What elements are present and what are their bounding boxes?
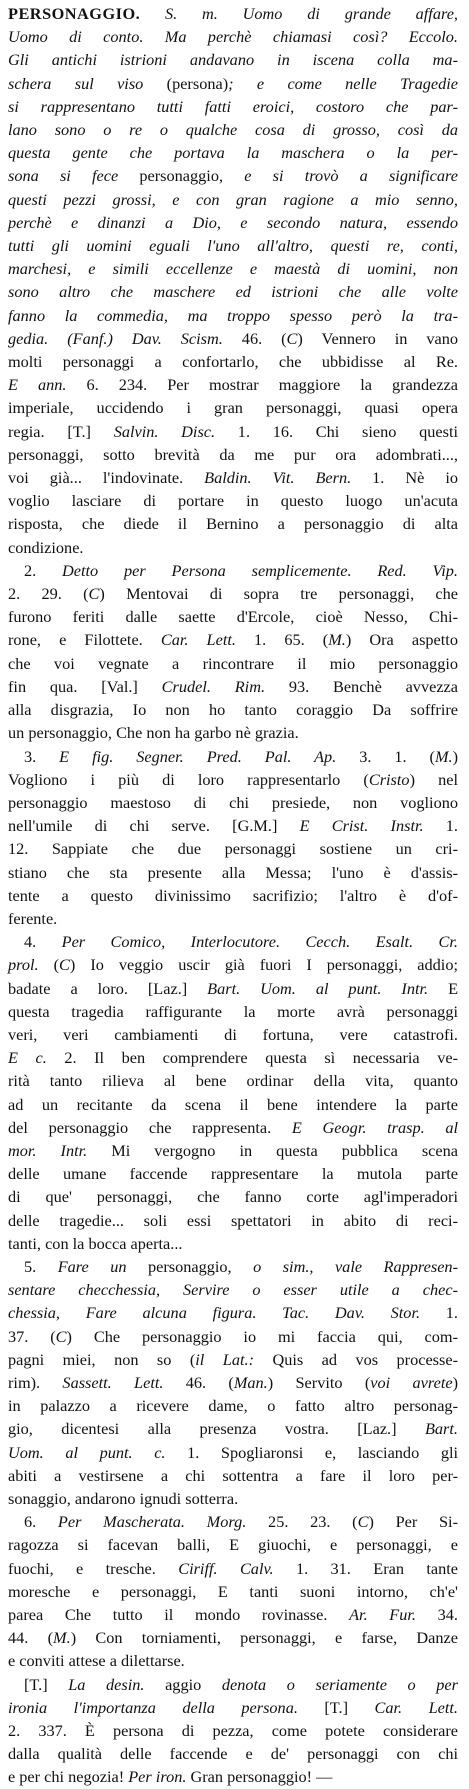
text-line: ferente. — [8, 908, 58, 928]
text-line: ragozza si facevan balli, E giuochi, e personaggi, e — [8, 1535, 458, 1555]
text-line: questa tragedia raffigurante la morte avrà personaggi — [8, 1001, 458, 1021]
text-line: fanno la commedia, ma troppo spesso però la tra- — [8, 305, 458, 325]
text-line: questa gente che portava la maschera o la per- — [8, 143, 458, 163]
text-line: [T.] La desin. aggio denota o seriamente o per — [24, 1674, 458, 1694]
text-line: schera sul viso (persona); e come nelle Tragedie — [8, 73, 458, 93]
text-line: questi pezzi grossi, e con gran ragione a mio senno, — [8, 189, 458, 209]
text-line: perchè e dinanzi a Dio, e secondo natura, essendo — [8, 212, 458, 232]
text-line: veri, veri cambiamenti di fortuna, vere catastrofi. — [8, 1024, 458, 1044]
text-line: in palazzo a ricevere dame, o fatto altro personag- — [8, 1396, 458, 1416]
text-line: ironia l'importanza della persona. [T.] Car. Lett. — [8, 1697, 458, 1717]
text-line: rone, e Filottete. Car. Lett. 1. 65. (M.) Ora aspetto — [8, 630, 458, 650]
text-line: Uomo di conto. Ma perchè chiamasi così? Eccolo. — [8, 27, 458, 47]
text-line: marchesi, e simili eccellenze e maestà di uomini, non — [8, 259, 458, 279]
text-line: e conviti attese a dilettarse. — [8, 1651, 185, 1671]
text-line: moresche e personaggi, E tanti suoni intorno, ch'e' — [8, 1581, 458, 1601]
text-line: gio, dicentesi alla presenza vostra. [Laz.] Bart. — [8, 1419, 458, 1439]
text-line: e per chi negozia! Per iron. Gran personaggio! — — [8, 1767, 333, 1787]
text-line: PERSONAGGIO. S. m. Uomo di grande affare, — [8, 4, 458, 23]
text-line: abiti a vestirsene a chi sottentra a fare il loro per- — [8, 1465, 458, 1485]
entry-paragraph-sense-3 — [8, 745, 458, 931]
text-line: E c. 2. Il ben comprendere questa sì necessaria ve- — [8, 1048, 458, 1068]
text-line: E ann. 6. 234. Per mostrar maggiore la grandezza — [8, 375, 458, 395]
text-line: nell'umile di chi serve. [G.M.] E Crist. Instr. 1. — [8, 816, 458, 836]
text-line: delle tragedie... soli essi spettatori in abito di reci- — [8, 1210, 458, 1230]
text-line: 6. Per Mascherata. Morg. 25. 23. (C) Per Si- — [24, 1512, 459, 1532]
text-line: Vogliono i più di loro rappresentarlo (Cristo) nel — [8, 769, 458, 789]
text-line: 2. Detto per Persona semplicemente. Red. Vip. — [24, 560, 458, 580]
text-line: molti personaggi a confortarlo, che ubbidisse al Re. — [8, 352, 458, 372]
dictionary-entry-personaggio — [8, 2, 458, 1789]
text-line: di que' personaggi, che fanno corte agl'imperadori — [8, 1187, 458, 1207]
entry-paragraph-note — [8, 1673, 458, 1789]
text-line: si rappresentano tutti fatti eroici, costoro che par- — [8, 96, 458, 116]
text-line: tutti gli uomini eguali l'uno all'altro, questi re, conti, — [8, 236, 458, 256]
text-line: stiano che sta presente alla Messa; l'uno è d'assis- — [8, 862, 458, 882]
text-line: personaggi, sotto brevità da me pur ora adombrati..., — [8, 444, 458, 464]
text-line: chessia, Fare alcuna figura. Tac. Dav. Stor. 1. — [8, 1303, 458, 1323]
text-line: delle umane faccende rappresentare la mutola parte — [8, 1164, 458, 1184]
text-line: sona si fece personaggio, e si trovò a significare — [8, 166, 459, 186]
text-line: furono feriti dalle saette d'Ercole, cioè Nesso, Chi- — [8, 607, 458, 627]
text-line: Gli antichi istrioni andavano in iscena colla ma- — [8, 50, 458, 70]
entry-paragraph-sense-4 — [8, 930, 458, 1255]
text-line: fuochi, e tresche. Ciriff. Calv. 1. 31. Eran tante — [8, 1558, 459, 1578]
text-line: risposta, che diede il Bernino a personaggio di alta — [8, 514, 458, 534]
text-line: gedia. (Fanf.) Dav. Scism. 46. (C) Vennero in vano — [8, 328, 458, 348]
text-line: prol. (C) Io veggio uscir già fuori I personaggi, addio; — [8, 955, 458, 975]
text-line: che voi vegnate a rincontrare il mio personaggio — [8, 653, 458, 673]
entry-paragraph-sense-5 — [8, 1255, 458, 1510]
text-line: tente a questo divinissimo sacrifizio; l'altro è d'of- — [8, 885, 458, 905]
text-line: rim). Sassett. Lett. 46. (Man.) Servito (voi avrete) — [8, 1372, 458, 1392]
text-line: 37. (C) Che personaggio io mi faccia qui, com- — [8, 1326, 459, 1346]
entry-paragraph-sense-2 — [8, 559, 458, 745]
text-line: condizione. — [8, 537, 84, 557]
entry-paragraph-sense-6 — [8, 1510, 458, 1672]
text-line: 2. 29. (C) Mentovai di sopra tre personaggi, che — [8, 584, 458, 604]
text-line: alla disgrazia, Io non ho tanto coraggio Da soffrire — [8, 700, 458, 720]
text-line: 44. (M.) Con torniamenti, personaggi, e farse, Danze — [8, 1628, 459, 1648]
entry-paragraph-intro — [8, 2, 458, 559]
text-line: 4. Per Comico, Interlocutore. Cecch. Esalt. Cr. — [24, 932, 459, 952]
text-line: un personaggio, Che non ha garbo nè grazia. — [8, 723, 299, 743]
text-line: 12. Sappiate che due personaggi sostiene un cri- — [8, 839, 458, 859]
text-line: voi già... l'indovinate. Baldin. Vit. Bern. 1. Nè io — [8, 468, 458, 488]
text-line: personaggio maestoso di chi presiede, non vogliono — [8, 792, 458, 812]
text-line: rità tanto rilieva al bene ordinar della vita, quanto — [8, 1071, 458, 1091]
text-line: pagni miei, non so (il Lat.: Quis ad vos processe- — [8, 1349, 458, 1369]
text-line: 5. Fare un personaggio, o sim., vale Rappresen- — [24, 1256, 458, 1276]
text-line: 3. E fig. Segner. Pred. Pal. Ap. 3. 1. (M.) — [24, 746, 459, 766]
text-line: imperiale, uccidendo i gran personaggi, quasi opera — [8, 398, 458, 418]
text-line: regia. [T.] Salvin. Disc. 1. 16. Chi sieno questi — [8, 421, 459, 441]
text-line: Uom. al punt. c. 1. Spogliaronsi e, lasciando gli — [8, 1442, 459, 1462]
text-line: del personaggio che rappresenta. E Geogr. trasp. al — [8, 1117, 459, 1137]
text-line: lano sono o re o qualche cosa di grosso, così da — [8, 120, 458, 140]
text-line: fin qua. [Val.] Crudel. Rim. 93. Benchè avvezza — [8, 676, 458, 696]
text-line: tanti, con la bocca aperta... — [8, 1233, 183, 1253]
text-line: voglio lasciare di portare in questo luogo un'acuta — [8, 491, 458, 511]
text-line: sono altro che maschere ed istrioni che alle volte — [8, 282, 458, 302]
text-line: mor. Intr. Mi vergogno in questa pubblica scena — [8, 1140, 458, 1160]
text-line: sentare checchessia, Servire o esser utile a chec- — [8, 1280, 458, 1300]
text-line: parea Che tutto il mondo rovinasse. Ar. Fur. 34. — [8, 1605, 458, 1625]
text-line: dalla qualità delle faccende e de' personaggi con chi — [8, 1744, 458, 1764]
text-line: sonaggio, andarono ignudi sotterra. — [8, 1489, 239, 1508]
text-line: badate a loro. [Laz.] Bart. Uom. al punt. Intr. E — [8, 978, 459, 998]
text-line: ad un recitante da scena il bene intendere la parte — [8, 1094, 458, 1114]
text-line: 2. 337. È persona di pezza, come potete considerare — [8, 1721, 458, 1741]
